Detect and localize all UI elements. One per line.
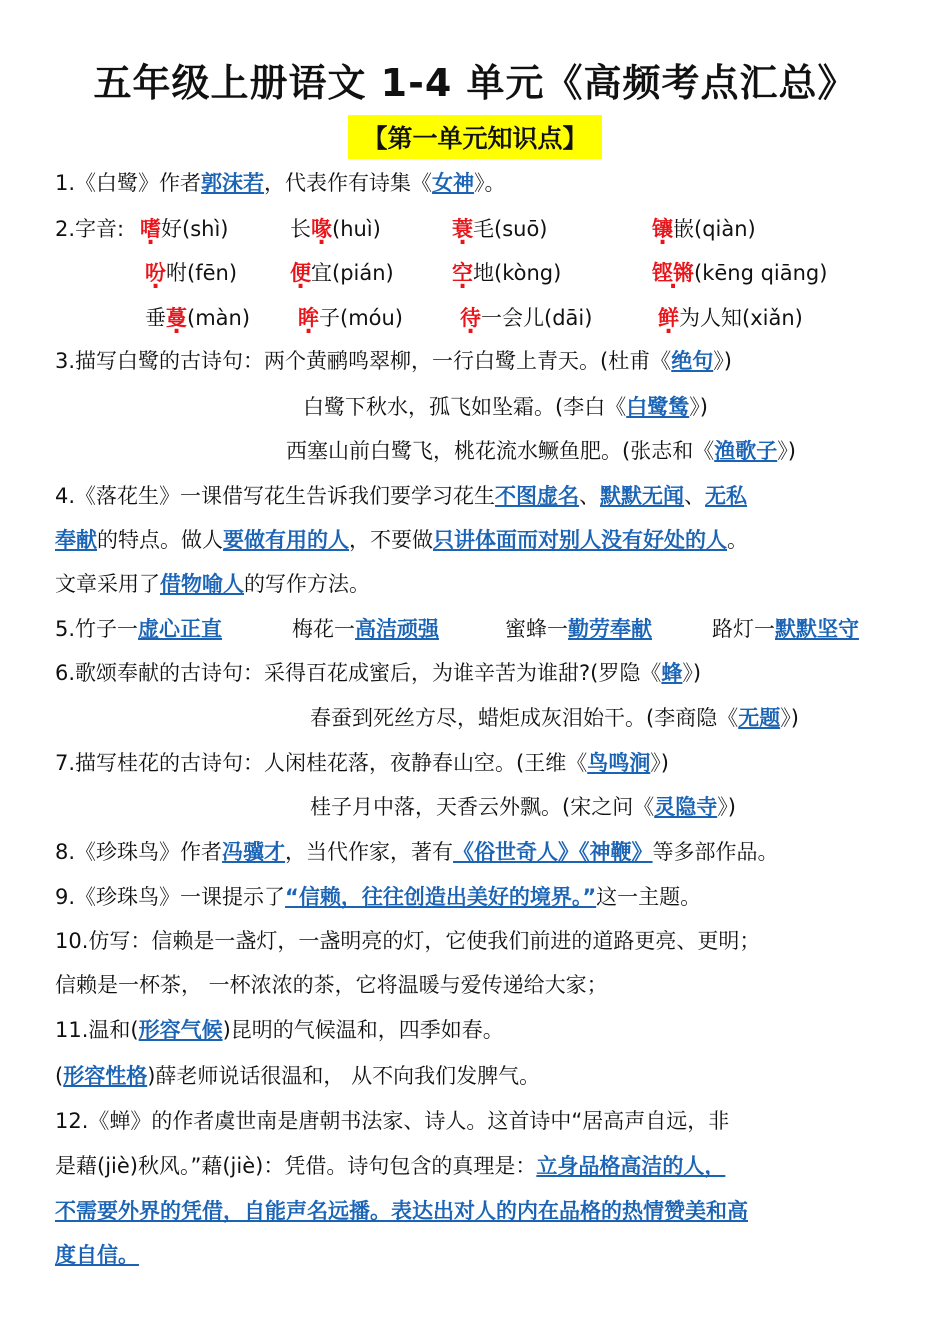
pinyin-item: 蓑毛(suō) (452, 217, 548, 241)
section-heading: 【第一单元知识点】 (348, 115, 601, 159)
pinyin-row-2: 吩咐(fēn) (145, 261, 238, 285)
item-4-line-3: 文章采用了借物喻人的写作方法。 (55, 572, 370, 596)
page-title: 五年级上册语文 1-4 单元《高频考点汇总》 (93, 61, 857, 105)
item-4: 4.《落花生》一课借写花生告诉我们要学习花生不图虚名、默默无闻、无私 (55, 484, 748, 508)
pinyin-item: 铿锵(kēng qiāng) (652, 261, 828, 285)
item-12-line-4: 度自信。 (55, 1243, 139, 1267)
item-5-d: 路灯一默默坚守 (712, 617, 859, 641)
pinyin-item: 长喙(huì) (290, 217, 381, 241)
item-3-poem-3: 西塞山前白鹭飞，桃花流水鳜鱼肥。(张志和《渔歌子》) (286, 439, 796, 463)
item-7-poem-2: 桂子月中落，天香云外飘。(宋之问《灵隐寺》) (310, 795, 736, 819)
pinyin-label: 2.字音: (55, 217, 125, 241)
item-3-poem-2: 白鹭下秋水，孤飞如坠霜。(李白《白鹭鸶》) (303, 395, 708, 419)
item-5: 5.竹子一虚心正直 (55, 617, 223, 641)
pinyin-row-3: 垂蔓(màn) (145, 306, 251, 330)
item-5-c: 蜜蜂一勤劳奉献 (505, 617, 652, 641)
item-12: 12.《蝉》的作者虞世南是唐朝书法家、诗人。这首诗中“居高声自远，非 (55, 1109, 730, 1133)
pinyin-row-1: 嗜好(shì) (140, 217, 229, 241)
pinyin-item: 便宜(pián) (290, 261, 394, 285)
pinyin-item: 眸子(móu) (298, 306, 403, 330)
pinyin-item: 鲜为人知(xiǎn) (658, 306, 803, 330)
item-9: 9.《珍珠鸟》一课提示了“信赖，往往创造出美好的境界。”这一主题。 (55, 885, 702, 909)
pinyin-item: 空地(kòng) (452, 261, 562, 285)
item-5-b: 梅花一高洁顽强 (292, 617, 439, 641)
pinyin-item: 镶嵌(qiàn) (652, 217, 756, 241)
item-3: 3.描写白鹭的古诗句：两个黄鹂鸣翠柳，一行白鹭上青天。(杜甫《绝句》) (55, 349, 732, 373)
item-12-line-3: 不需要外界的凭借，自能声名远播。表达出对人的内在品格的热情赞美和高 (55, 1199, 748, 1223)
item-8: 8.《珍珠鸟》作者冯骥才，当代作家，著有《俗世奇人》《神鞭》等多部作品。 (55, 840, 779, 864)
item-1: 1.《白鹭》作者郭沫若，代表作有诗集《女神》。 (55, 171, 506, 195)
item-12-line-2: 是藉(jiè)秋风。”藉(jiè)：凭借。诗句包含的真理是：立身品格高洁的人， (55, 1154, 726, 1178)
item-10: 10.仿写：信赖是一盏灯，一盏明亮的灯，它使我们前进的道路更亮、更明； (55, 929, 761, 953)
item-11-line-2: (形容性格)薛老师说话很温和， 从不向我们发脾气。 (55, 1064, 541, 1088)
item-6: 6.歌颂奉献的古诗句：采得百花成蜜后，为谁辛苦为谁甜?(罗隐《蜂》) (55, 661, 702, 685)
item-7: 7.描写桂花的古诗句：人闲桂花落，夜静春山空。(王维《鸟鸣涧》) (55, 751, 669, 775)
item-6-poem-2: 春蚕到死丝方尽，蜡炬成灰泪始干。(李商隐《无题》) (310, 706, 799, 730)
item-11: 11.温和(形容气候)昆明的气候温和，四季如春。 (55, 1018, 504, 1042)
item-4-line-2: 奉献的特点。做人要做有用的人，不要做只讲体面而对别人没有好处的人。 (55, 528, 748, 552)
pinyin-item: 待一会儿(dāi) (460, 306, 593, 330)
item-10-line-2: 信赖是一杯茶， 一杯浓浓的茶，它将温暖与爱传递给大家； (55, 973, 608, 997)
